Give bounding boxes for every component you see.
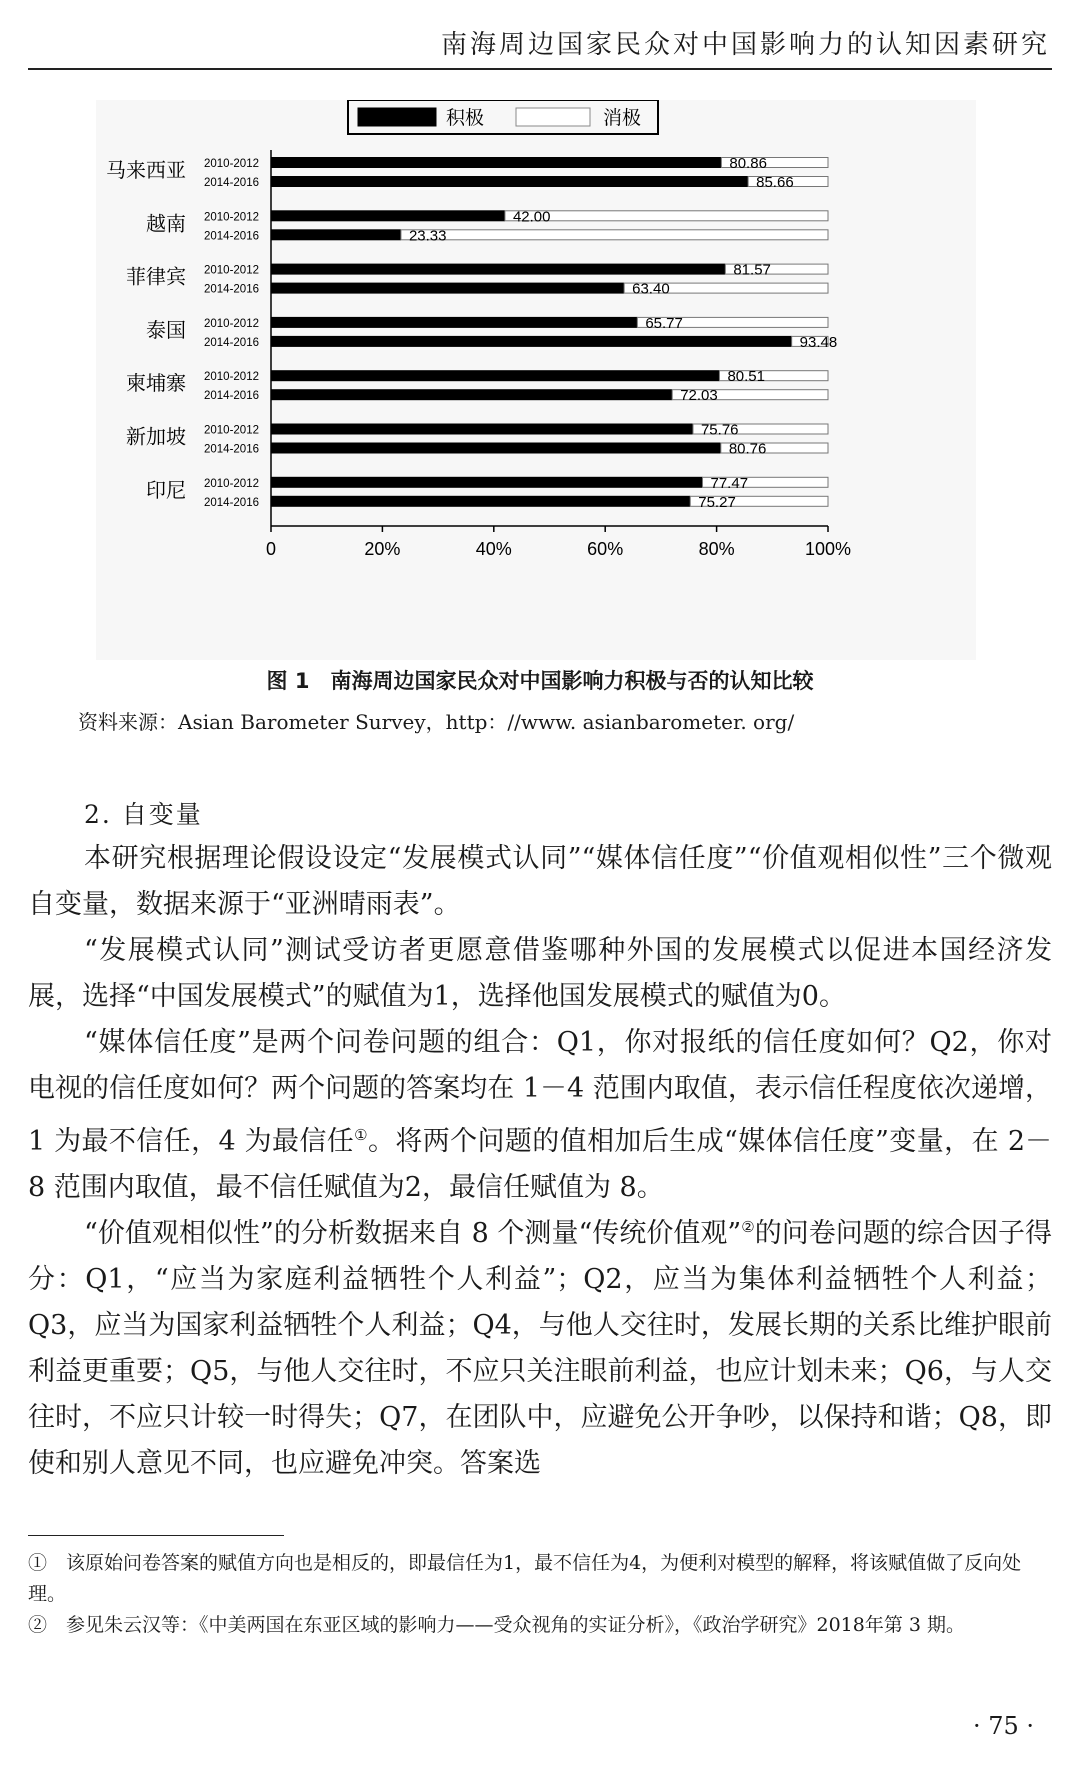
paragraph-4-part-a: “价值观相似性”的分析数据来自 8 个测量“传统价值观” [84,1218,742,1249]
value-label: 42.00 [512,208,551,226]
bar-positive [271,370,719,381]
x-tick-label: 20% [364,539,401,559]
paragraph-2: “发展模式认同”测试受访者更愿意借鉴哪种外国的发展模式以促进本国经济发展，选择“中国发展模式”的赋值为1，选择他国发展模式的赋值为0。 [28,935,1052,1012]
bar-chart [96,100,976,660]
legend-label-positive: 积极 [446,107,485,129]
bar-positive [271,477,703,488]
footnote-ref-2[interactable]: ② [741,1218,755,1236]
paragraph-3-part-b: 。将两个问题的值相加后生成“媒体信任度”变量，在 2－8 范围内取值，最不信任赋值为2，最信任赋值为 8。 [28,1126,1052,1203]
paragraph-4 [28,1204,1052,1487]
x-tick-label: 0 [265,539,277,559]
country-label: 柬埔寨 [126,371,186,396]
period-label: 2014-2016 [204,443,259,456]
x-tick-label: 80% [698,539,735,559]
value-label: 77.47 [710,474,749,492]
page-number: · 75 · [972,1712,1034,1740]
figure-source: 资料来源：Asian Barometer Survey，http：//www. asianbarometer. org/ [78,710,795,734]
period-label: 2010-2012 [204,317,259,330]
period-label: 2014-2016 [204,230,259,243]
bar-positive [271,210,505,221]
section-heading: 2. 自变量 [84,800,203,829]
value-label: 75.76 [700,421,739,439]
x-tick-label: 100% [804,539,852,559]
x-tick-label: 60% [587,539,624,559]
period-label: 2010-2012 [204,371,259,384]
period-label: 2010-2012 [204,424,259,437]
country-label: 马来西亚 [106,158,186,182]
bar-positive [271,317,637,328]
footnote-rule [28,1535,284,1536]
figure-caption: 图 1 南海周边国家民众对中国影响力积极与否的认知比较 [266,669,814,693]
value-label: 80.51 [727,368,765,386]
bar-positive [271,157,721,168]
footnote-2: ② 参见朱云汉等：《中美两国在东亚区域的影响力——受众视角的实证分析》，《政治学研究》2018年第 3 期。 [28,1614,966,1636]
footnote-ref-1[interactable]: ① [354,1126,368,1144]
period-label: 2014-2016 [204,390,259,403]
country-label: 菲律宾 [126,264,186,289]
running-header-title: 南海周边国家民众对中国影响力的认知因素研究 [440,30,1050,60]
value-label: 63.40 [632,280,670,298]
bar-positive [271,443,721,454]
period-label: 2014-2016 [204,283,259,296]
bar-positive [271,389,672,400]
value-label: 23.33 [408,227,447,245]
value-label: 81.57 [733,261,771,279]
period-label: 2010-2012 [204,158,259,170]
country-label: 印尼 [146,477,186,502]
legend-label-negative: 消极 [603,107,642,129]
period-label: 2014-2016 [204,496,259,509]
value-label: 72.03 [680,387,718,405]
country-label: 泰国 [146,317,186,342]
x-tick-label: 40% [475,539,512,559]
value-label: 80.86 [729,155,767,172]
period-label: 2010-2012 [204,477,259,490]
bar-positive [271,424,693,435]
footnote-1: ① 该原始问卷答案的赋值方向也是相反的，即最信任为1，最不信任为4，为便利对模型的解释，将该赋值做了反向处理。 [28,1552,1022,1605]
period-label: 2010-2012 [204,211,259,224]
paragraph-4-part-b: 的问卷问题的综合因子得分：Q1，“应当为家庭利益牺牲个人利益”；Q2，应当为集体利益牺牲个人利益；Q3，应当为国家利益牺牲个人利益；Q4，与他人交往时，发展长期的关系比维护眼前利益更重要；Q5，与他人交往时，不应只关注眼前利益，也应计划未来；Q6，与人交往时，不应只计较一时得失；Q7，在团队中，应避免公开争吵，以保持和谐；Q8，即使和别人意见不同，也应避免冲突。答案选 [28,1218,1052,1479]
value-label: 80.76 [728,440,767,458]
paragraph-3 [28,1020,1052,1211]
header-rule [28,68,1052,70]
value-label: 75.27 [698,493,736,511]
legend-swatch-positive [358,108,436,126]
paragraph-3-part-a: “媒体信任度”是两个问卷问题的组合：Q1，你对报纸的信任度如何？Q2，你对电视的信任度如何？两个问题的答案均在 1－4 范围内取值，表示信任程度依次递增，1 为最不信任，4 为最信任 [28,1027,1052,1157]
period-label: 2014-2016 [204,336,259,349]
paragraph-1: 本研究根据理论假设设定“发展模式认同”“媒体信任度”“价值观相似性”三个微观自变量，数据来源于“亚洲晴雨表”。 [28,843,1052,920]
bar-positive [271,336,792,347]
country-label: 新加坡 [126,424,186,449]
value-label: 85.66 [756,174,794,191]
country-label: 越南 [146,211,186,236]
period-label: 2010-2012 [204,264,259,277]
figure-1-chart [96,100,976,660]
bar-positive [271,229,401,240]
value-label: 93.48 [799,333,838,351]
value-label: 65.77 [645,314,683,332]
bar-negative [401,230,828,240]
bar-positive [271,283,624,294]
bar-positive [271,176,748,187]
period-label: 2014-2016 [204,177,259,189]
bar-positive [271,496,690,507]
legend-swatch-negative [516,108,590,126]
bar-negative [505,211,828,221]
bar-positive [271,264,725,275]
